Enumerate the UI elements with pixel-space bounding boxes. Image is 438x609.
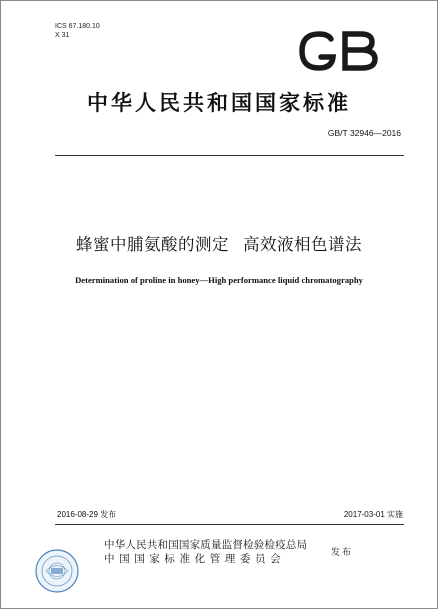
ccs-code: X 31 bbox=[55, 32, 70, 39]
issuer-sac: 中国国家标准化管理委员会 bbox=[104, 553, 286, 565]
english-title: Determination of proline in honey—High performance liquid chromatography bbox=[75, 275, 363, 285]
bottom-divider bbox=[55, 524, 404, 525]
gb-logo bbox=[295, 29, 383, 73]
anti-counterfeit-seal-icon bbox=[34, 548, 80, 594]
national-standard-heading: 中华人民共和国国家标准 bbox=[87, 91, 351, 115]
issuer-aqsiq: 中华人民共和国国家质量监督检验检疫总局 bbox=[104, 539, 308, 551]
standard-number: GB/T 32946—2016 bbox=[327, 128, 401, 138]
issue-date: 2016-08-29 发布 bbox=[57, 510, 117, 519]
classification-codes bbox=[55, 22, 100, 40]
chinese-title-method: 高效液相色谱法 bbox=[243, 235, 362, 254]
implementation-date: 2017-03-01 实施 bbox=[343, 510, 403, 519]
top-divider bbox=[55, 155, 404, 156]
ics-code: ICS 67.180.10 bbox=[55, 23, 100, 30]
chinese-title bbox=[1, 231, 437, 255]
issuing-authorities bbox=[104, 538, 307, 566]
publish-label: 发布 bbox=[331, 548, 354, 558]
chinese-title-main: 蜂蜜中脯氨酸的测定 bbox=[76, 235, 229, 254]
